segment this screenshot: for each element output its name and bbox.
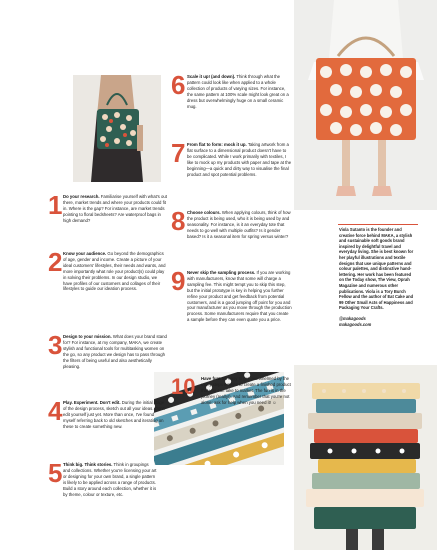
website-link[interactable]: makagoods.com [339, 321, 372, 327]
tip-number: 3 [48, 330, 63, 360]
tip-4 [48, 396, 168, 452]
tip-body [63, 334, 167, 369]
tip-heading: Play. Experiment. Don't edit. [63, 400, 121, 405]
tip-body [63, 194, 167, 224]
tip-text: If you are working with manufacturers, know that some will charge a sampling fee. This might tempt you to skip this step, but the initial prototype is key in helping you further refine your product and get feedback from potential customers, and is a good jumping off point for you and your manufacturer as you move through the production process. Some manufacturers require that you create a sample before they can even quote you a price. [187, 270, 292, 323]
tip-heading: Scale it up! (and down). [187, 74, 236, 79]
tip-5 [48, 458, 158, 522]
tip-body [63, 462, 157, 497]
tip-body [201, 376, 291, 406]
tip-body [187, 270, 292, 323]
bio-text: Viola Sutanto is the founder and creative force behind MAKA, a stylish and sustainable soft goods brand inspired by delightful travel and everyday living. She is best known for her playful illustrations and textile designs that use unique patterns and colour palettes, and distinctive hand-lettering. Her work has been featured on the Today show, The View, Oprah Magazine and numerous other publications. Viola is a Tory Burch Fellow and the author of Eat Cake and 99 Other Small Acts of Happiness and Packaging Your Crafts. [339, 227, 414, 311]
photo-bag-stack [294, 365, 437, 550]
tip-text: Go beyond the demographics of age, gender and income. Create a picture of your ideal customers' lifestyles, their needs and wants, and more importantly what role your product(s) could play in solving their problems. In our design studio, we have profiles of our customers and collages of their lifestyles to guide our ideation process. [63, 251, 166, 292]
tip-heading: Design to your mission. [63, 334, 112, 339]
tip-text: What does your brand stand for? For instance, at my company, MAKA, we create stylish and functional tools for multitasking women on the go, so any product we design has to pass through the filters of being useful and also aesthetically pleasing. [63, 334, 167, 369]
tip-2 [48, 247, 168, 323]
tip-heading: From flat to form: mock it up. [187, 142, 247, 147]
tip-number: 6 [171, 70, 186, 100]
tip-number: 2 [48, 247, 63, 277]
tip-text: During the initial stage of the design process, sketch out all your ideas. Don't edit yourself just yet. More than once, I've found myself referring back to old sketches and iterating on these to create something new. [63, 400, 165, 429]
tip-body [63, 251, 167, 292]
tip-number: 7 [171, 138, 186, 168]
tip-body [187, 74, 292, 109]
tip-heading: Do your research. [63, 194, 100, 199]
tip-text: It's easy to get overwhelmed by the many steps it takes to create a finished product that you can take to market. The fun is in the journey (really!). And remember that you're not alone: ask for help when you need it! ☺ [201, 376, 291, 405]
tip-number: 5 [48, 458, 63, 488]
tip-1 [48, 190, 168, 246]
tip-text: Taking artwork from a flat surface to a dimensional product doesn't have to be complicated. While I work primarily with textiles, I like to mock up my products with paper and tape at the beginning—a quick and dirty way to visualise the final product and spot potential problems. [187, 142, 292, 177]
tip-9 [171, 266, 293, 362]
tip-6 [171, 70, 293, 136]
social-handle: @makagoods [339, 315, 366, 321]
bio-divider [338, 224, 418, 225]
tip-number: 1 [48, 190, 63, 220]
tip-3 [48, 330, 168, 390]
tip-body [187, 210, 292, 240]
tip-text: Think through what the pattern could look like when applied to a whole collection of products of varying sizes. For instance, the same pattern at 100% scale might look great on a dress but overwhelmingly huge on a small ceramic mug. [187, 74, 289, 109]
tip-text: Think in groupings and collections. Whether you're licensing your art or designing for your own brand, a single pattern is likely to be applied across a range of products. Build a story around each collection, whether it is by theme, colour or texture, etc. [63, 462, 157, 497]
tip-number: 4 [48, 396, 63, 426]
tip-heading: Know your audience. [63, 251, 107, 256]
tip-heading: Have fun! [201, 376, 221, 381]
tip-number: 9 [171, 266, 186, 296]
tip-heading: Think big. Think stories. [63, 462, 113, 467]
tip-10 [171, 376, 291, 430]
tip-text: When applying colours, think of how the product is being used, who it is being used by and seasonality. For instance, is it an everyday tote that needs to go well with multiple outfits? Is it gender based? Is it a seasonal item for spring versus winter? [187, 210, 291, 239]
author-bio [339, 227, 417, 327]
tip-text: Familiarise yourself with what's out there, market trends and where your products could fit in. Where is the gap? For instance, are market trends pointing to floral bedsheets? Are waterproof bags in high demand? [63, 194, 168, 223]
photo-green-tote [73, 75, 161, 182]
tip-8 [171, 206, 293, 266]
tip-number: 8 [171, 206, 186, 236]
tip-7 [171, 138, 293, 204]
tip-heading: Never skip the sampling process. [187, 270, 256, 275]
photo-orange-tote [294, 0, 437, 210]
tip-body [187, 142, 292, 177]
tip-number: 10 [171, 374, 196, 399]
tip-body [63, 400, 167, 430]
tip-heading: Choose colours. [187, 210, 221, 215]
